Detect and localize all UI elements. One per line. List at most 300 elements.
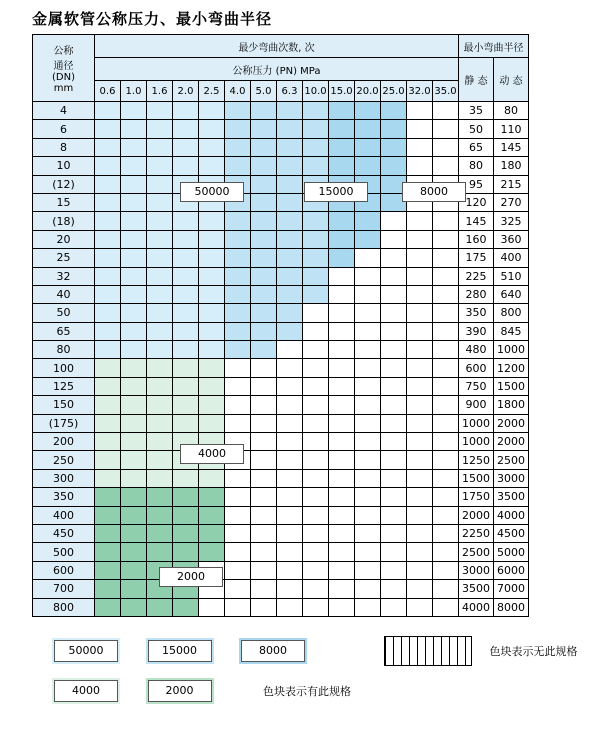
cell-radius-static: 95: [459, 175, 494, 193]
cell-pn-15.0: [329, 157, 355, 175]
cell-pn-5.0: [251, 506, 277, 524]
cell-pn-6.3: [277, 157, 303, 175]
table-row: [33, 580, 529, 598]
cell-pn-1.0: [121, 451, 147, 469]
cell-pn-15.0: [329, 451, 355, 469]
cell-pn-6.3: [277, 175, 303, 193]
cell-pn-35.0: [433, 138, 459, 156]
cell-pn-1.6: [147, 506, 173, 524]
cell-pn-4.0: [225, 488, 251, 506]
cell-pn-10.0: [303, 469, 329, 487]
header-static: 静 态: [459, 58, 494, 102]
cell-pn-5.0: [251, 433, 277, 451]
cell-pn-1.0: [121, 322, 147, 340]
callout-4000: 4000: [180, 444, 244, 464]
cell-pn-0.6: [95, 157, 121, 175]
cell-radius-dynamic: 5000: [494, 543, 529, 561]
cell-pn-5.0: [251, 102, 277, 120]
cell-pn-10.0: [303, 580, 329, 598]
cell-pn-4.0: [225, 285, 251, 303]
cell-pn-25.0: [381, 285, 407, 303]
cell-pn-20.0: [355, 359, 381, 377]
cell-pn-35.0: [433, 212, 459, 230]
cell-radius-dynamic: 510: [494, 267, 529, 285]
cell-radius-static: 65: [459, 138, 494, 156]
table-row: [33, 377, 529, 395]
cell-pn-1.6: [147, 341, 173, 359]
legend-swatch-8000: [239, 638, 307, 664]
cell-pn-15.0: [329, 543, 355, 561]
cell-pn-35.0: [433, 543, 459, 561]
cell-radius-dynamic: 6000: [494, 561, 529, 579]
cell-pn-1.6: [147, 120, 173, 138]
cell-pn-4.0: [225, 543, 251, 561]
cell-radius-dynamic: 400: [494, 249, 529, 267]
cell-pn-1.0: [121, 175, 147, 193]
legend-label-15000: 15000: [148, 640, 212, 662]
cell-pn-2.5: [199, 212, 225, 230]
cell-pn-1.6: [147, 304, 173, 322]
cell-pn-2.5: [199, 120, 225, 138]
cell-radius-dynamic: 145: [494, 138, 529, 156]
cell-pn-2.0: [173, 469, 199, 487]
cell-pn-0.6: [95, 267, 121, 285]
header-pn-value: 20.0: [355, 81, 381, 102]
table-row: [33, 506, 529, 524]
cell-radius-static: 600: [459, 359, 494, 377]
cell-pn-1.6: [147, 175, 173, 193]
cell-pn-32.0: [407, 414, 433, 432]
cell-pn-35.0: [433, 359, 459, 377]
cell-pn-20.0: [355, 377, 381, 395]
cell-pn-15.0: [329, 285, 355, 303]
cell-radius-dynamic: 270: [494, 193, 529, 211]
cell-pn-6.3: [277, 451, 303, 469]
cell-pn-0.6: [95, 212, 121, 230]
cell-pn-1.6: [147, 598, 173, 616]
cell-pn-0.6: [95, 377, 121, 395]
table-row: [33, 488, 529, 506]
cell-pn-32.0: [407, 524, 433, 542]
cell-pn-1.0: [121, 524, 147, 542]
cell-pn-15.0: [329, 138, 355, 156]
cell-pn-1.6: [147, 359, 173, 377]
cell-pn-5.0: [251, 451, 277, 469]
cell-pn-35.0: [433, 506, 459, 524]
cell-pn-1.6: [147, 102, 173, 120]
cell-pn-25.0: [381, 267, 407, 285]
cell-dn: 500: [33, 543, 95, 561]
header-pn-value: 1.6: [147, 81, 173, 102]
cell-pn-6.3: [277, 598, 303, 616]
cell-pn-1.0: [121, 543, 147, 561]
cell-pn-5.0: [251, 543, 277, 561]
cell-pn-10.0: [303, 488, 329, 506]
cell-dn: 80: [33, 341, 95, 359]
cell-pn-15.0: [329, 267, 355, 285]
cell-pn-2.5: [199, 598, 225, 616]
legend: [52, 636, 578, 716]
cell-pn-5.0: [251, 285, 277, 303]
table-row: [33, 341, 529, 359]
cell-pn-0.6: [95, 488, 121, 506]
cell-pn-1.6: [147, 543, 173, 561]
cell-radius-static: 480: [459, 341, 494, 359]
cell-pn-15.0: [329, 469, 355, 487]
cell-pn-20.0: [355, 102, 381, 120]
cell-pn-32.0: [407, 359, 433, 377]
table-row: [33, 304, 529, 322]
cell-radius-dynamic: 1000: [494, 341, 529, 359]
cell-pn-0.6: [95, 138, 121, 156]
cell-pn-25.0: [381, 230, 407, 248]
cell-pn-0.6: [95, 524, 121, 542]
cell-pn-6.3: [277, 102, 303, 120]
cell-pn-1.6: [147, 267, 173, 285]
cell-pn-32.0: [407, 469, 433, 487]
cell-pn-6.3: [277, 396, 303, 414]
cell-pn-2.5: [199, 102, 225, 120]
table-row: [33, 267, 529, 285]
cell-pn-10.0: [303, 157, 329, 175]
cell-pn-6.3: [277, 249, 303, 267]
cell-pn-15.0: [329, 212, 355, 230]
cell-pn-1.6: [147, 488, 173, 506]
cell-pn-5.0: [251, 212, 277, 230]
cell-radius-dynamic: 845: [494, 322, 529, 340]
cell-pn-1.6: [147, 157, 173, 175]
cell-dn: 100: [33, 359, 95, 377]
cell-radius-dynamic: 325: [494, 212, 529, 230]
cell-pn-20.0: [355, 488, 381, 506]
cell-pn-0.6: [95, 120, 121, 138]
cell-dn: 450: [33, 524, 95, 542]
cell-pn-6.3: [277, 120, 303, 138]
cell-pn-2.5: [199, 543, 225, 561]
cell-pn-35.0: [433, 524, 459, 542]
cell-pn-32.0: [407, 377, 433, 395]
cell-dn: 50: [33, 304, 95, 322]
cell-pn-6.3: [277, 322, 303, 340]
header-pn-value: 25.0: [381, 81, 407, 102]
cell-pn-35.0: [433, 433, 459, 451]
cell-pn-35.0: [433, 285, 459, 303]
cell-pn-15.0: [329, 433, 355, 451]
cell-pn-6.3: [277, 488, 303, 506]
cell-pn-2.0: [173, 212, 199, 230]
header-pn-value: 5.0: [251, 81, 277, 102]
table-row: [33, 396, 529, 414]
cell-pn-5.0: [251, 120, 277, 138]
cell-pn-32.0: [407, 322, 433, 340]
cell-dn: 700: [33, 580, 95, 598]
cell-pn-2.0: [173, 157, 199, 175]
spec-table: [32, 34, 529, 617]
header-pn: 公称压力 (PN) MPa: [95, 58, 459, 81]
cell-pn-4.0: [225, 524, 251, 542]
cell-pn-0.6: [95, 580, 121, 598]
cell-pn-2.5: [199, 488, 225, 506]
cell-pn-25.0: [381, 524, 407, 542]
cell-pn-25.0: [381, 580, 407, 598]
cell-pn-15.0: [329, 102, 355, 120]
cell-pn-4.0: [225, 580, 251, 598]
cell-pn-4.0: [225, 377, 251, 395]
cell-radius-dynamic: 110: [494, 120, 529, 138]
cell-pn-25.0: [381, 414, 407, 432]
cell-pn-4.0: [225, 138, 251, 156]
cell-radius-dynamic: 7000: [494, 580, 529, 598]
cell-pn-35.0: [433, 157, 459, 175]
cell-pn-20.0: [355, 212, 381, 230]
cell-dn: (18): [33, 212, 95, 230]
cell-pn-32.0: [407, 102, 433, 120]
cell-pn-5.0: [251, 598, 277, 616]
cell-pn-0.6: [95, 175, 121, 193]
cell-pn-6.3: [277, 561, 303, 579]
cell-pn-5.0: [251, 157, 277, 175]
cell-pn-5.0: [251, 469, 277, 487]
no-spec-hatch-icon: [384, 636, 472, 666]
cell-pn-10.0: [303, 561, 329, 579]
cell-pn-0.6: [95, 543, 121, 561]
cell-pn-32.0: [407, 561, 433, 579]
cell-pn-6.3: [277, 230, 303, 248]
cell-pn-10.0: [303, 285, 329, 303]
cell-radius-static: 1250: [459, 451, 494, 469]
cell-pn-4.0: [225, 506, 251, 524]
cell-pn-4.0: [225, 598, 251, 616]
cell-dn: 25: [33, 249, 95, 267]
cell-radius-static: 2000: [459, 506, 494, 524]
cell-pn-32.0: [407, 304, 433, 322]
cell-pn-32.0: [407, 506, 433, 524]
cell-radius-dynamic: 1800: [494, 396, 529, 414]
cell-pn-1.0: [121, 157, 147, 175]
cell-pn-10.0: [303, 451, 329, 469]
table-row: [33, 212, 529, 230]
table-body: [33, 102, 529, 617]
cell-pn-1.0: [121, 377, 147, 395]
legend-label-4000: 4000: [54, 680, 118, 702]
cell-pn-5.0: [251, 193, 277, 211]
cell-dn: 300: [33, 469, 95, 487]
cell-pn-10.0: [303, 102, 329, 120]
cell-pn-6.3: [277, 433, 303, 451]
table-row: [33, 414, 529, 432]
cell-pn-20.0: [355, 120, 381, 138]
cell-pn-32.0: [407, 157, 433, 175]
cell-pn-20.0: [355, 543, 381, 561]
cell-pn-1.6: [147, 249, 173, 267]
cell-pn-10.0: [303, 304, 329, 322]
cell-pn-25.0: [381, 120, 407, 138]
header-pn-value: 35.0: [433, 81, 459, 102]
cell-pn-15.0: [329, 561, 355, 579]
cell-pn-2.5: [199, 469, 225, 487]
cell-pn-32.0: [407, 433, 433, 451]
cell-pn-1.6: [147, 322, 173, 340]
header-pn-value: 4.0: [225, 81, 251, 102]
cell-dn: 250: [33, 451, 95, 469]
cell-pn-15.0: [329, 506, 355, 524]
cell-pn-2.5: [199, 157, 225, 175]
cell-pn-10.0: [303, 230, 329, 248]
cell-pn-2.0: [173, 341, 199, 359]
cell-pn-25.0: [381, 396, 407, 414]
legend-swatch-4000: [52, 678, 120, 704]
cell-radius-dynamic: 4500: [494, 524, 529, 542]
cell-pn-32.0: [407, 488, 433, 506]
cell-radius-static: 1500: [459, 469, 494, 487]
cell-pn-0.6: [95, 433, 121, 451]
cell-pn-25.0: [381, 506, 407, 524]
cell-pn-25.0: [381, 598, 407, 616]
cell-pn-2.0: [173, 138, 199, 156]
cell-radius-dynamic: 640: [494, 285, 529, 303]
cell-pn-15.0: [329, 488, 355, 506]
cell-pn-15.0: [329, 580, 355, 598]
cell-radius-static: 80: [459, 157, 494, 175]
cell-pn-15.0: [329, 249, 355, 267]
cell-dn: 400: [33, 506, 95, 524]
cell-pn-2.5: [199, 524, 225, 542]
cell-pn-20.0: [355, 506, 381, 524]
cell-pn-2.5: [199, 322, 225, 340]
cell-radius-static: 2250: [459, 524, 494, 542]
cell-radius-static: 350: [459, 304, 494, 322]
table-row: [33, 322, 529, 340]
cell-pn-32.0: [407, 230, 433, 248]
cell-pn-35.0: [433, 249, 459, 267]
table-row: [33, 543, 529, 561]
cell-pn-25.0: [381, 377, 407, 395]
legend-swatch-15000: [146, 638, 214, 664]
cell-pn-6.3: [277, 543, 303, 561]
cell-pn-2.5: [199, 359, 225, 377]
cell-pn-0.6: [95, 469, 121, 487]
cell-pn-6.3: [277, 359, 303, 377]
cell-pn-2.5: [199, 304, 225, 322]
cell-pn-2.0: [173, 377, 199, 395]
cell-pn-10.0: [303, 267, 329, 285]
cell-pn-2.0: [173, 322, 199, 340]
cell-pn-10.0: [303, 396, 329, 414]
cell-pn-4.0: [225, 359, 251, 377]
cell-pn-35.0: [433, 102, 459, 120]
cell-radius-static: 50: [459, 120, 494, 138]
cell-radius-dynamic: 2000: [494, 414, 529, 432]
cell-pn-1.0: [121, 120, 147, 138]
cell-pn-32.0: [407, 249, 433, 267]
cell-pn-0.6: [95, 304, 121, 322]
cell-pn-6.3: [277, 414, 303, 432]
cell-pn-25.0: [381, 561, 407, 579]
cell-pn-25.0: [381, 433, 407, 451]
cell-pn-15.0: [329, 120, 355, 138]
cell-pn-25.0: [381, 157, 407, 175]
cell-pn-2.0: [173, 120, 199, 138]
table-row: [33, 451, 529, 469]
cell-pn-35.0: [433, 267, 459, 285]
cell-pn-25.0: [381, 451, 407, 469]
cell-pn-15.0: [329, 396, 355, 414]
cell-pn-1.0: [121, 506, 147, 524]
cell-radius-dynamic: 4000: [494, 506, 529, 524]
cell-pn-32.0: [407, 138, 433, 156]
cell-pn-5.0: [251, 230, 277, 248]
cell-radius-static: 4000: [459, 598, 494, 616]
cell-dn: 15: [33, 193, 95, 211]
cell-pn-35.0: [433, 322, 459, 340]
legend-label-2000: 2000: [148, 680, 212, 702]
header-bend-radius: 最小弯曲半径: [459, 35, 529, 58]
cell-pn-2.5: [199, 506, 225, 524]
legend-swatch-2000: [146, 678, 214, 704]
cell-pn-1.6: [147, 469, 173, 487]
cell-pn-2.0: [173, 598, 199, 616]
cell-pn-5.0: [251, 138, 277, 156]
cell-pn-6.3: [277, 138, 303, 156]
cell-radius-static: 1000: [459, 433, 494, 451]
cell-pn-5.0: [251, 377, 277, 395]
legend-label-8000: 8000: [241, 640, 305, 662]
header-row-3-pn-values: [33, 81, 529, 102]
cell-pn-2.5: [199, 414, 225, 432]
cell-pn-20.0: [355, 451, 381, 469]
cell-dn: 10: [33, 157, 95, 175]
cell-radius-static: 900: [459, 396, 494, 414]
cell-pn-4.0: [225, 120, 251, 138]
cell-pn-4.0: [225, 414, 251, 432]
cell-pn-0.6: [95, 396, 121, 414]
cell-pn-2.0: [173, 359, 199, 377]
cell-pn-1.0: [121, 138, 147, 156]
cell-pn-32.0: [407, 396, 433, 414]
cell-pn-0.6: [95, 102, 121, 120]
cell-pn-2.5: [199, 285, 225, 303]
cell-pn-0.6: [95, 341, 121, 359]
table-row: [33, 469, 529, 487]
cell-pn-10.0: [303, 506, 329, 524]
cell-pn-4.0: [225, 469, 251, 487]
header-dn: [33, 35, 95, 102]
cell-pn-20.0: [355, 580, 381, 598]
cell-radius-dynamic: 2500: [494, 451, 529, 469]
legend-swatch-50000: [52, 638, 120, 664]
cell-pn-6.3: [277, 212, 303, 230]
legend-row-top: [52, 636, 578, 666]
cell-pn-6.3: [277, 341, 303, 359]
legend-no-spec-text: 色块表示无此规格: [489, 645, 578, 658]
header-pn-value: 1.0: [121, 81, 147, 102]
cell-radius-static: 280: [459, 285, 494, 303]
cell-pn-2.0: [173, 267, 199, 285]
cell-pn-2.0: [173, 524, 199, 542]
header-dynamic: 动 态: [494, 58, 529, 102]
cell-radius-dynamic: 360: [494, 230, 529, 248]
cell-pn-2.0: [173, 396, 199, 414]
cell-pn-0.6: [95, 506, 121, 524]
table-row: [33, 285, 529, 303]
cell-radius-static: 3500: [459, 580, 494, 598]
cell-pn-5.0: [251, 359, 277, 377]
cell-pn-32.0: [407, 120, 433, 138]
cell-pn-25.0: [381, 543, 407, 561]
cell-pn-2.0: [173, 304, 199, 322]
cell-pn-20.0: [355, 267, 381, 285]
cell-pn-10.0: [303, 249, 329, 267]
